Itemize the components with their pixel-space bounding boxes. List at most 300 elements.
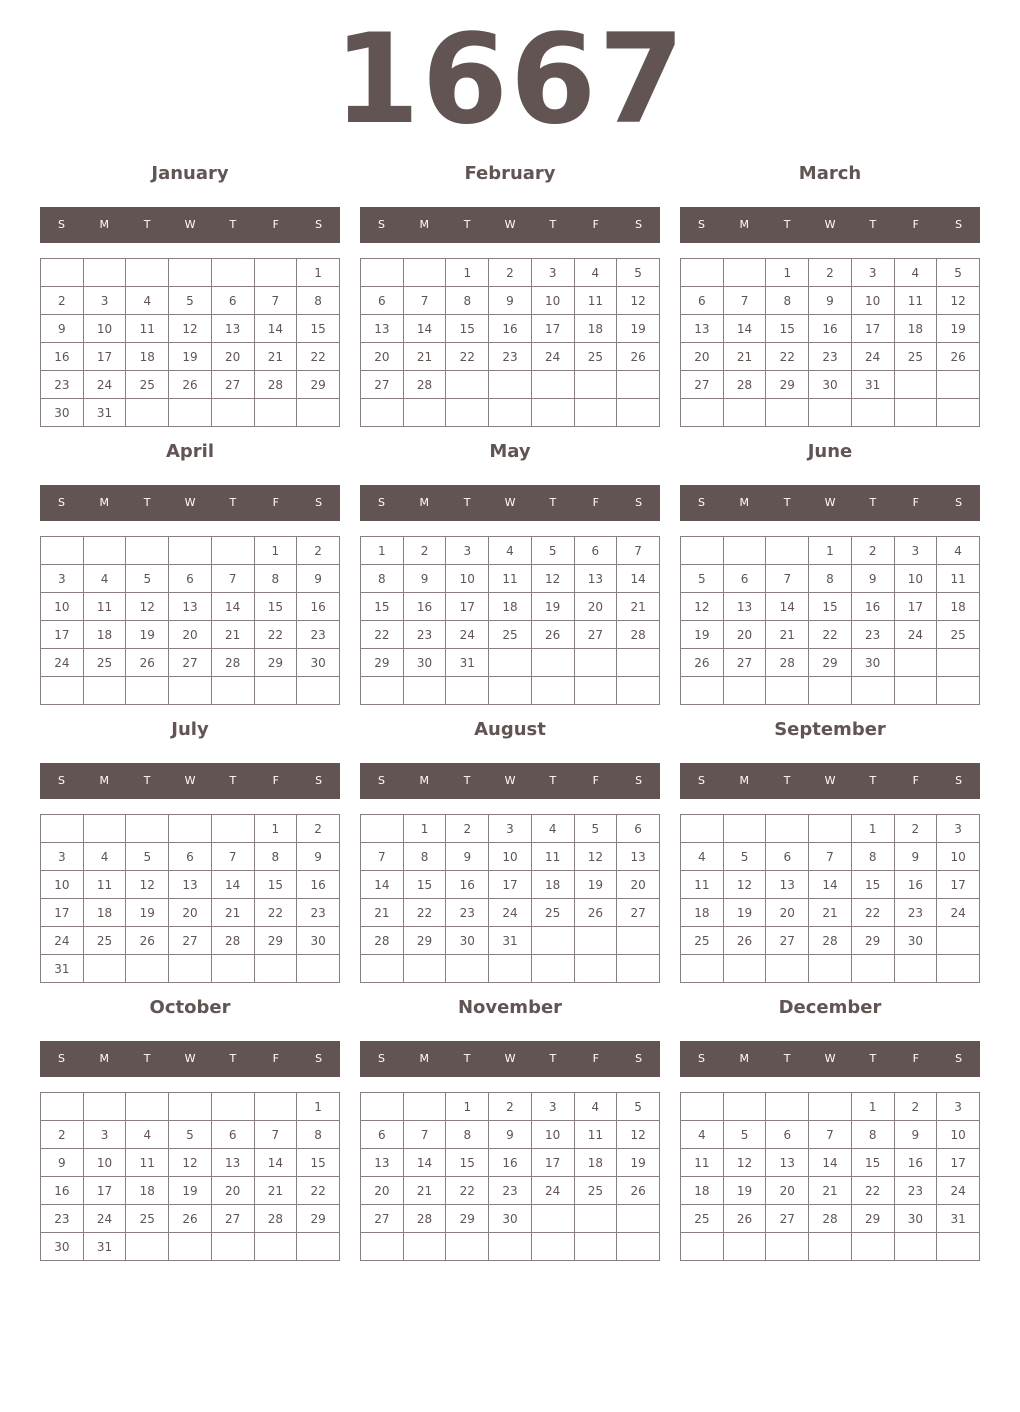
day-cell: [403, 399, 446, 427]
day-cell: 27: [723, 649, 766, 677]
month-name: March: [798, 163, 862, 184]
day-cell: [361, 399, 404, 427]
day-cell: 9: [297, 565, 340, 593]
day-cell: 10: [83, 1149, 126, 1177]
day-cell: 6: [211, 1121, 254, 1149]
weekday-header: [40, 207, 340, 243]
day-grid: [680, 536, 980, 705]
day-cell: 3: [937, 815, 980, 843]
week-row: [41, 843, 340, 871]
month-name: November: [457, 997, 563, 1018]
day-cell: 18: [489, 593, 532, 621]
day-cell: 13: [681, 315, 724, 343]
day-cell: [254, 1093, 297, 1121]
day-cell: 29: [297, 1205, 340, 1233]
week-row: [681, 815, 980, 843]
day-cell: 8: [297, 287, 340, 315]
day-cell: 5: [126, 565, 169, 593]
day-cell: 22: [809, 621, 852, 649]
week-row: [41, 537, 340, 565]
day-cell: 22: [446, 343, 489, 371]
day-cell: 31: [83, 399, 126, 427]
day-cell: 9: [41, 315, 84, 343]
week-row: [361, 899, 660, 927]
weekday-label: W: [504, 774, 516, 787]
weekday-label: T: [463, 218, 471, 231]
day-cell: 31: [851, 371, 894, 399]
day-cell: 5: [681, 565, 724, 593]
day-cell: 27: [361, 371, 404, 399]
weekday-label: F: [912, 496, 919, 509]
day-cell: [937, 1233, 980, 1261]
day-cell: 25: [574, 1177, 617, 1205]
week-row: [681, 927, 980, 955]
day-cell: 18: [126, 1177, 169, 1205]
week-row: [41, 399, 340, 427]
day-cell: 27: [361, 1205, 404, 1233]
day-cell: 21: [809, 899, 852, 927]
day-cell: 19: [617, 315, 660, 343]
day-cell: [531, 399, 574, 427]
day-cell: [254, 1233, 297, 1261]
week-row: [361, 287, 660, 315]
day-cell: 3: [446, 537, 489, 565]
week-row: [681, 843, 980, 871]
day-cell: [169, 955, 212, 983]
day-cell: 4: [126, 287, 169, 315]
day-cell: 24: [894, 621, 937, 649]
weekday-label: M: [99, 218, 110, 231]
day-cell: 12: [723, 1149, 766, 1177]
day-cell: 24: [937, 899, 980, 927]
day-cell: 20: [723, 621, 766, 649]
week-row: [41, 315, 340, 343]
day-cell: [681, 815, 724, 843]
day-cell: [937, 399, 980, 427]
day-cell: [361, 955, 404, 983]
day-cell: 22: [446, 1177, 489, 1205]
day-cell: 11: [83, 593, 126, 621]
day-cell: 15: [254, 871, 297, 899]
day-cell: [574, 649, 617, 677]
day-cell: 10: [41, 871, 84, 899]
day-cell: [681, 399, 724, 427]
week-row: [41, 1149, 340, 1177]
day-cell: 15: [297, 1149, 340, 1177]
weekday-header: [40, 1041, 340, 1077]
day-cell: 7: [254, 287, 297, 315]
weekday-label: W: [824, 496, 836, 509]
day-cell: 26: [723, 1205, 766, 1233]
day-cell: 8: [297, 1121, 340, 1149]
day-cell: 17: [41, 899, 84, 927]
month-name: August: [474, 719, 546, 740]
day-cell: 11: [574, 1121, 617, 1149]
day-cell: 20: [211, 343, 254, 371]
week-row: [361, 1233, 660, 1261]
week-row: [41, 899, 340, 927]
day-cell: 20: [211, 1177, 254, 1205]
day-grid: [360, 1092, 660, 1261]
day-cell: 26: [617, 343, 660, 371]
day-cell: 21: [211, 899, 254, 927]
day-cell: [574, 955, 617, 983]
day-cell: [297, 955, 340, 983]
weekday-label: T: [869, 1052, 877, 1065]
day-cell: 16: [403, 593, 446, 621]
day-cell: [211, 1093, 254, 1121]
day-cell: 28: [403, 371, 446, 399]
weekday-label: S: [635, 218, 643, 231]
day-cell: 23: [894, 899, 937, 927]
day-cell: 9: [446, 843, 489, 871]
day-cell: 6: [361, 1121, 404, 1149]
day-cell: 9: [489, 1121, 532, 1149]
week-row: [361, 955, 660, 983]
day-cell: 24: [937, 1177, 980, 1205]
day-cell: 19: [617, 1149, 660, 1177]
weekday-label: M: [419, 218, 430, 231]
day-cell: [126, 259, 169, 287]
day-cell: 8: [851, 843, 894, 871]
day-cell: 1: [254, 815, 297, 843]
day-cell: 2: [894, 815, 937, 843]
day-grid: [680, 1092, 980, 1261]
day-cell: 8: [809, 565, 852, 593]
day-cell: 5: [723, 1121, 766, 1149]
day-cell: [211, 677, 254, 705]
week-row: [681, 1149, 980, 1177]
day-cell: 9: [489, 287, 532, 315]
day-cell: [723, 537, 766, 565]
weekday-header: [680, 207, 980, 243]
day-cell: 30: [297, 649, 340, 677]
day-cell: 26: [681, 649, 724, 677]
day-cell: 1: [361, 537, 404, 565]
day-cell: [574, 1205, 617, 1233]
day-cell: 26: [169, 371, 212, 399]
day-cell: 27: [617, 899, 660, 927]
day-cell: [403, 1233, 446, 1261]
day-cell: 14: [211, 871, 254, 899]
day-cell: [169, 399, 212, 427]
day-cell: 3: [41, 843, 84, 871]
day-cell: [894, 399, 937, 427]
week-row: [41, 927, 340, 955]
day-cell: 15: [361, 593, 404, 621]
day-cell: 3: [894, 537, 937, 565]
day-cell: [617, 955, 660, 983]
day-cell: [169, 1233, 212, 1261]
day-cell: 17: [531, 1149, 574, 1177]
day-cell: 2: [446, 815, 489, 843]
day-cell: 21: [617, 593, 660, 621]
day-cell: 12: [574, 843, 617, 871]
weekday-label: T: [869, 496, 877, 509]
day-cell: 12: [617, 1121, 660, 1149]
weekday-label: M: [99, 774, 110, 787]
weekday-label: W: [184, 496, 196, 509]
day-cell: [297, 677, 340, 705]
weekday-label: M: [739, 1052, 750, 1065]
weekday-label: T: [869, 218, 877, 231]
week-row: [681, 1177, 980, 1205]
day-cell: 1: [297, 259, 340, 287]
day-cell: [723, 815, 766, 843]
week-row: [681, 1233, 980, 1261]
day-cell: 5: [937, 259, 980, 287]
week-row: [361, 1149, 660, 1177]
weekday-header: [680, 1041, 980, 1077]
day-cell: [211, 259, 254, 287]
weekday-label: F: [272, 774, 279, 787]
day-cell: [41, 259, 84, 287]
day-cell: [211, 815, 254, 843]
day-cell: 14: [254, 315, 297, 343]
day-cell: 23: [403, 621, 446, 649]
week-row: [41, 621, 340, 649]
day-cell: 15: [446, 315, 489, 343]
day-cell: 30: [446, 927, 489, 955]
day-cell: 10: [937, 1121, 980, 1149]
week-row: [681, 259, 980, 287]
day-cell: 4: [126, 1121, 169, 1149]
day-cell: [574, 677, 617, 705]
week-row: [41, 1233, 340, 1261]
day-cell: 25: [83, 649, 126, 677]
day-cell: 8: [766, 287, 809, 315]
weekday-label: M: [99, 1052, 110, 1065]
day-cell: [531, 927, 574, 955]
day-cell: 10: [489, 843, 532, 871]
week-row: [41, 1177, 340, 1205]
day-cell: 14: [617, 565, 660, 593]
day-cell: 10: [531, 1121, 574, 1149]
day-cell: 21: [723, 343, 766, 371]
weekday-label: T: [229, 1052, 237, 1065]
day-cell: [254, 677, 297, 705]
day-cell: 8: [446, 287, 489, 315]
day-cell: 21: [211, 621, 254, 649]
week-row: [681, 593, 980, 621]
day-cell: 15: [851, 1149, 894, 1177]
day-grid: [680, 814, 980, 983]
day-cell: [574, 1233, 617, 1261]
day-cell: 25: [126, 371, 169, 399]
day-cell: 18: [126, 343, 169, 371]
day-cell: 7: [254, 1121, 297, 1149]
day-cell: [723, 955, 766, 983]
week-row: [361, 1177, 660, 1205]
day-cell: 10: [851, 287, 894, 315]
day-cell: 22: [297, 343, 340, 371]
day-cell: 4: [83, 843, 126, 871]
weekday-label: W: [824, 1052, 836, 1065]
day-cell: 12: [126, 593, 169, 621]
weekday-header: [40, 763, 340, 799]
day-cell: 25: [681, 1205, 724, 1233]
day-cell: [211, 1233, 254, 1261]
day-cell: 17: [41, 621, 84, 649]
day-cell: 16: [446, 871, 489, 899]
day-cell: 2: [809, 259, 852, 287]
week-row: [681, 315, 980, 343]
day-cell: 13: [211, 1149, 254, 1177]
day-cell: [126, 1233, 169, 1261]
day-cell: 16: [894, 871, 937, 899]
day-cell: 16: [489, 315, 532, 343]
day-cell: 2: [851, 537, 894, 565]
day-cell: [723, 677, 766, 705]
day-cell: [126, 815, 169, 843]
day-cell: 10: [531, 287, 574, 315]
day-cell: 23: [489, 1177, 532, 1205]
day-cell: 11: [83, 871, 126, 899]
day-cell: [766, 1233, 809, 1261]
week-row: [681, 287, 980, 315]
day-cell: 13: [211, 315, 254, 343]
weekday-label: F: [592, 774, 599, 787]
day-cell: [766, 1093, 809, 1121]
day-cell: 12: [531, 565, 574, 593]
day-cell: 23: [41, 371, 84, 399]
day-cell: [617, 371, 660, 399]
day-cell: 27: [169, 649, 212, 677]
weekday-label: S: [377, 1052, 385, 1065]
day-cell: 22: [361, 621, 404, 649]
day-cell: 31: [446, 649, 489, 677]
day-cell: 2: [489, 259, 532, 287]
day-cell: 27: [211, 371, 254, 399]
day-cell: 28: [254, 1205, 297, 1233]
week-row: [361, 399, 660, 427]
week-row: [41, 1121, 340, 1149]
day-cell: 23: [809, 343, 852, 371]
day-cell: [361, 259, 404, 287]
day-cell: 25: [681, 927, 724, 955]
day-cell: 8: [254, 565, 297, 593]
week-row: [361, 371, 660, 399]
day-cell: [297, 1233, 340, 1261]
day-cell: 13: [169, 871, 212, 899]
day-cell: 26: [126, 649, 169, 677]
day-cell: 7: [723, 287, 766, 315]
day-cell: [851, 677, 894, 705]
day-cell: 31: [41, 955, 84, 983]
day-cell: 11: [681, 1149, 724, 1177]
weekday-header: [40, 485, 340, 521]
day-cell: 24: [489, 899, 532, 927]
day-cell: 21: [254, 1177, 297, 1205]
weekday-label: S: [635, 496, 643, 509]
weekday-label: S: [377, 218, 385, 231]
weekday-label: F: [272, 496, 279, 509]
day-cell: 30: [297, 927, 340, 955]
day-cell: [489, 1233, 532, 1261]
day-cell: 13: [766, 871, 809, 899]
day-cell: 22: [766, 343, 809, 371]
day-cell: 17: [489, 871, 532, 899]
weekday-header: [360, 207, 660, 243]
day-cell: 19: [937, 315, 980, 343]
day-cell: 18: [681, 1177, 724, 1205]
day-cell: 1: [297, 1093, 340, 1121]
day-cell: 29: [403, 927, 446, 955]
day-cell: 18: [894, 315, 937, 343]
day-cell: [851, 1233, 894, 1261]
weekday-label: T: [143, 218, 151, 231]
day-cell: 7: [211, 843, 254, 871]
day-cell: 3: [489, 815, 532, 843]
weekday-label: W: [824, 774, 836, 787]
day-cell: [531, 649, 574, 677]
day-cell: 16: [41, 343, 84, 371]
day-cell: 15: [254, 593, 297, 621]
week-row: [681, 677, 980, 705]
day-cell: [894, 649, 937, 677]
week-row: [361, 621, 660, 649]
day-cell: 20: [169, 899, 212, 927]
weekday-header: [360, 485, 660, 521]
day-cell: 28: [403, 1205, 446, 1233]
weekday-label: S: [315, 218, 323, 231]
week-row: [361, 315, 660, 343]
day-cell: 4: [489, 537, 532, 565]
day-cell: 19: [169, 1177, 212, 1205]
day-cell: 14: [766, 593, 809, 621]
day-cell: [617, 1233, 660, 1261]
day-cell: [894, 1233, 937, 1261]
day-grid: [40, 536, 340, 705]
day-cell: 16: [851, 593, 894, 621]
week-row: [361, 343, 660, 371]
day-cell: 25: [937, 621, 980, 649]
day-cell: 27: [766, 1205, 809, 1233]
day-cell: 20: [766, 899, 809, 927]
week-row: [361, 927, 660, 955]
day-cell: 9: [851, 565, 894, 593]
day-cell: [83, 955, 126, 983]
weekday-header: [360, 763, 660, 799]
day-cell: 16: [297, 871, 340, 899]
day-cell: 10: [41, 593, 84, 621]
day-cell: [211, 399, 254, 427]
day-cell: 14: [211, 593, 254, 621]
day-cell: 17: [851, 315, 894, 343]
week-row: [41, 565, 340, 593]
day-cell: 11: [574, 287, 617, 315]
day-cell: 14: [254, 1149, 297, 1177]
day-cell: [361, 815, 404, 843]
month-name: September: [774, 719, 886, 740]
day-cell: [169, 537, 212, 565]
weekday-label: S: [315, 496, 323, 509]
day-cell: 4: [574, 1093, 617, 1121]
day-cell: 3: [83, 287, 126, 315]
day-grid: [360, 814, 660, 983]
day-cell: 24: [83, 1205, 126, 1233]
day-cell: 30: [41, 1233, 84, 1261]
day-cell: 8: [851, 1121, 894, 1149]
day-cell: [809, 955, 852, 983]
day-cell: 30: [851, 649, 894, 677]
weekday-header: [680, 763, 980, 799]
weekday-label: S: [697, 496, 705, 509]
weekday-label: T: [783, 1052, 791, 1065]
weekday-label: M: [99, 496, 110, 509]
day-cell: [83, 1093, 126, 1121]
week-row: [41, 1093, 340, 1121]
